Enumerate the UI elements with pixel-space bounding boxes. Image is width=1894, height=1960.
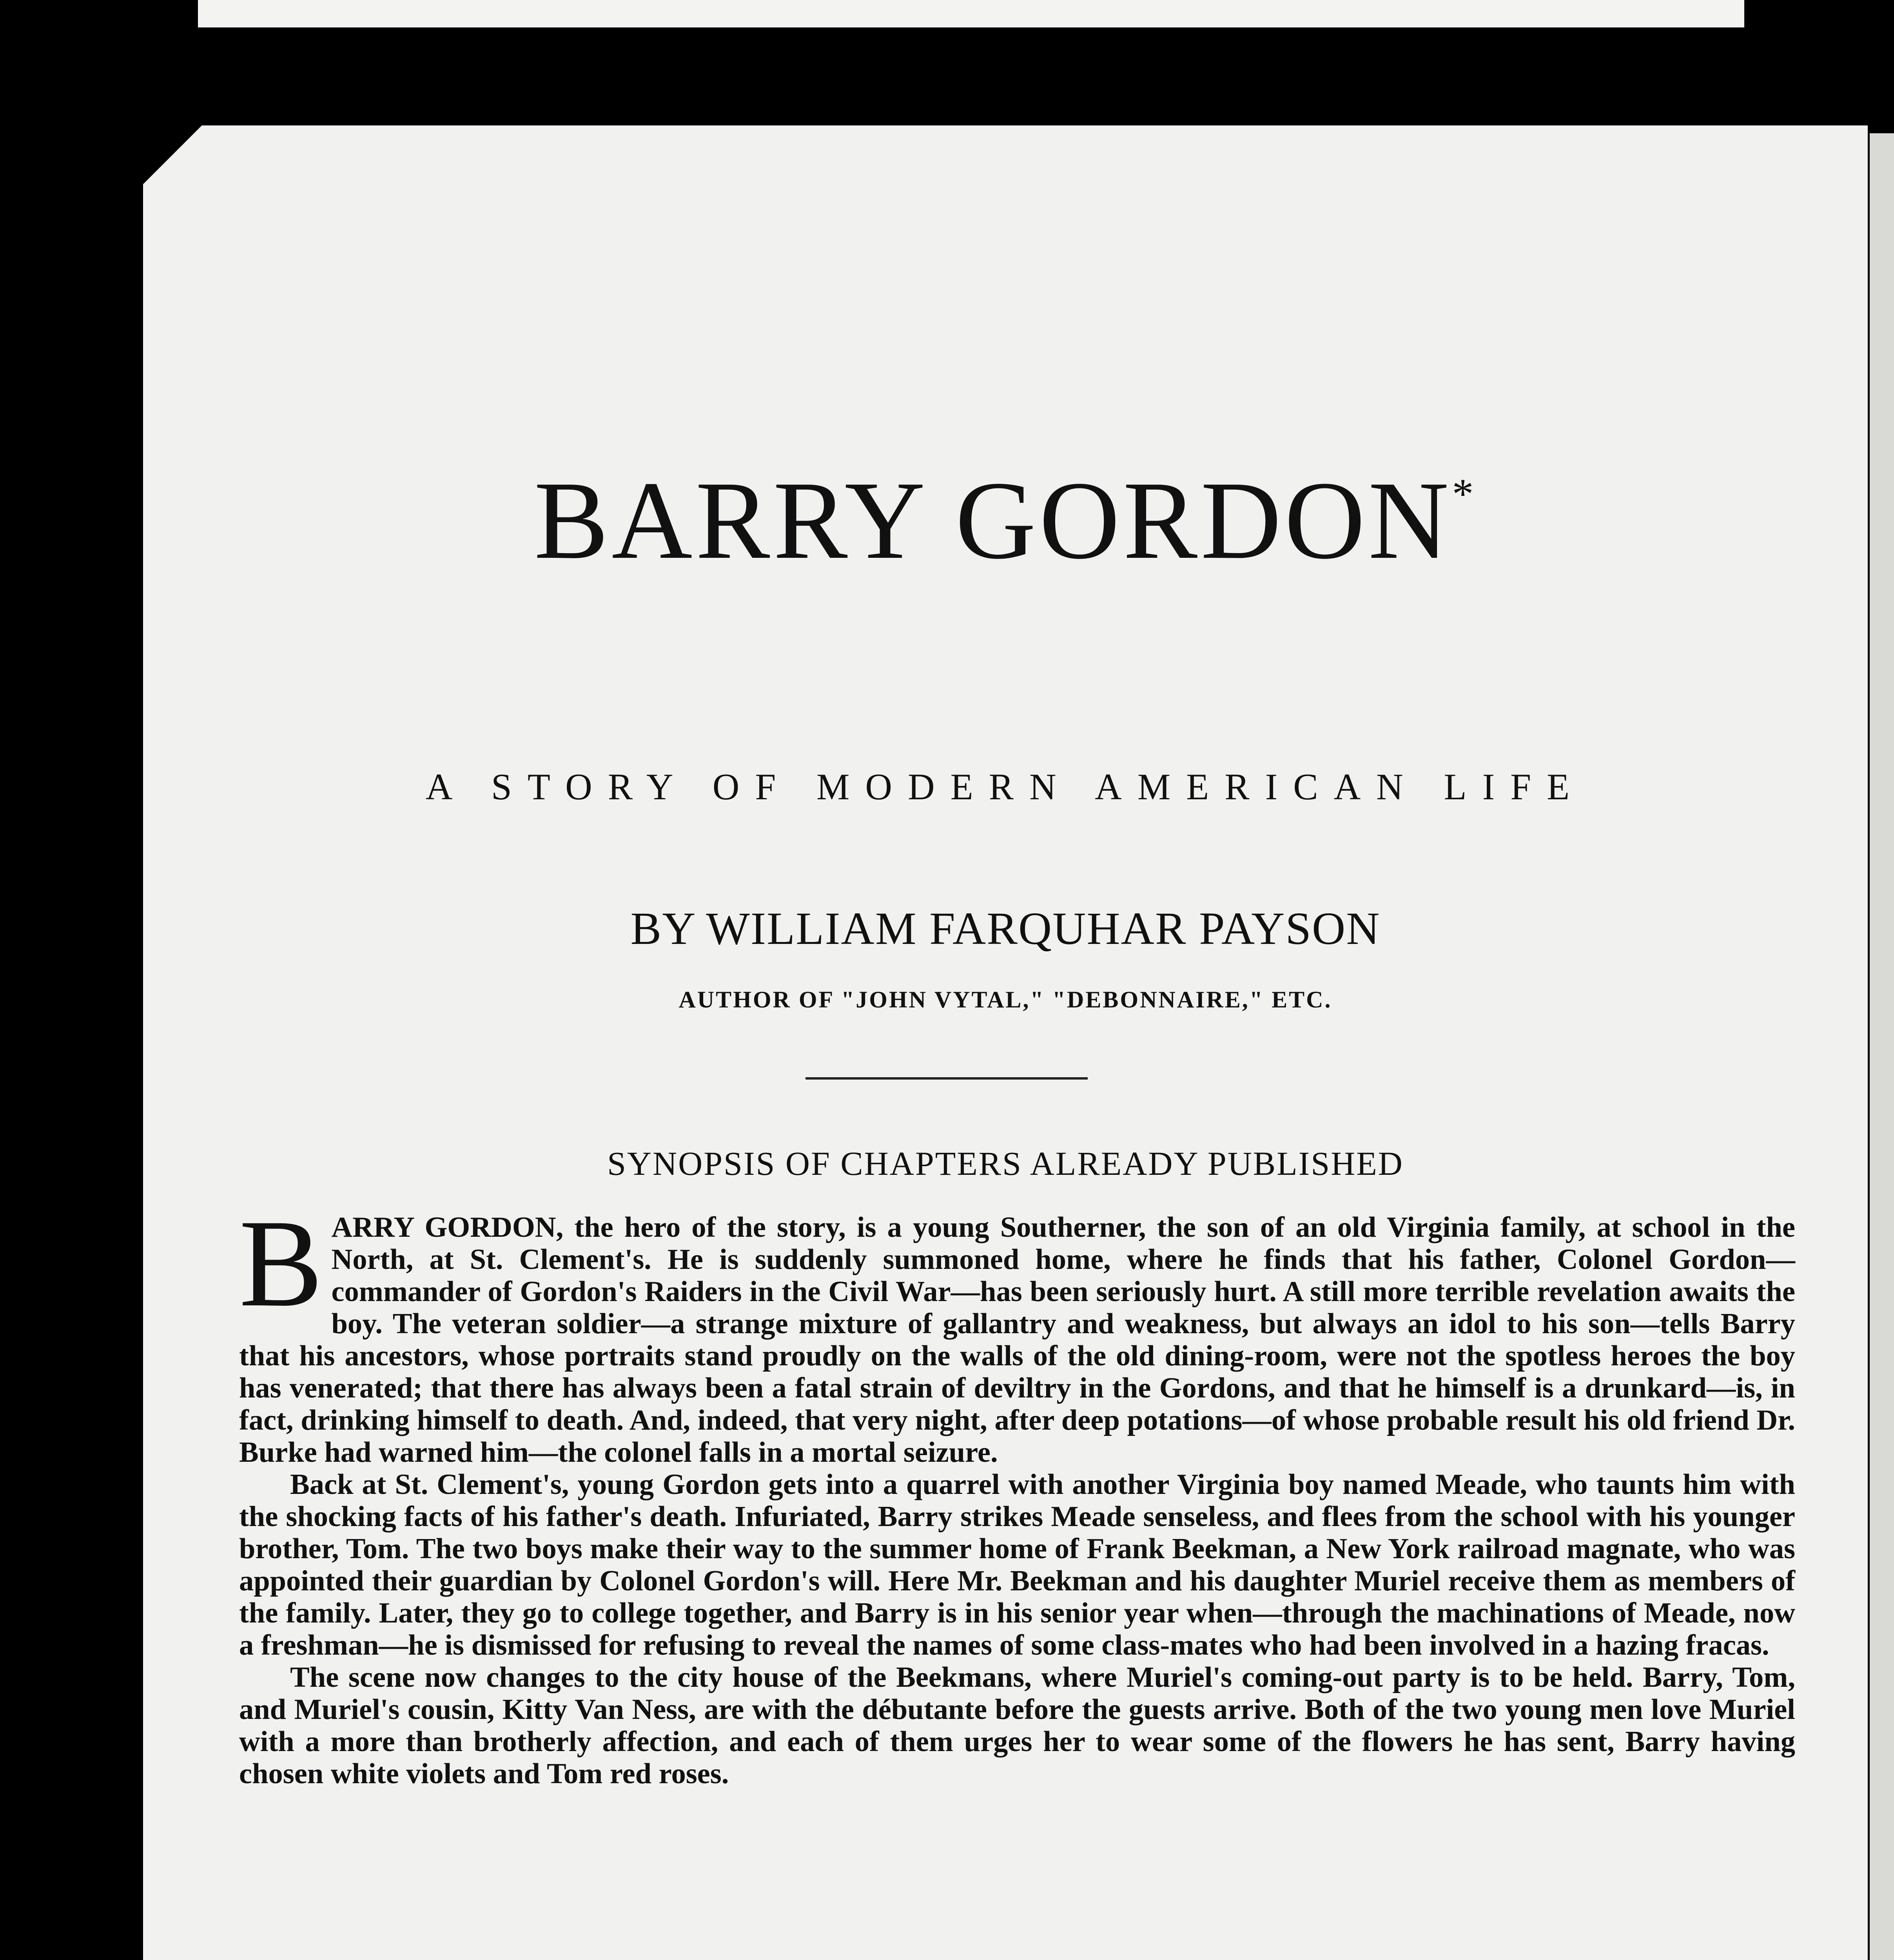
title-footnote-mark: * bbox=[1452, 470, 1477, 518]
magazine-page bbox=[143, 125, 1868, 1960]
subtitle: A STORY OF MODERN AMERICAN LIFE bbox=[425, 766, 1586, 808]
synopsis-paragraph: Back at St. Clement's, young Gordon gets into a quarrel with another Virginia boy named Meade, who taunts him with the shocking facts of his father's death. Infuriated, Barry strikes Meade senseless, and flees from the school with his younger brother, Tom. The two boys make their way to the summer home of Frank Beekman, a New York railroad magnate, who was appointed their guardian by Colonel Gordon's will. Here Mr. Beekman and his daughter Muriel receive them as members of the family. Later, they go to college together, and Barry is in his senior year when—through the machinations of Meade, now a freshman—he is dismissed for refusing to reveal the names of some class-mates who had been involved in a hazing fracas. bbox=[239, 1468, 1795, 1661]
synopsis bbox=[239, 1194, 1795, 1790]
previous-page-edge bbox=[198, 0, 1744, 27]
synopsis-text: ARRY GORDON, the hero of the story, is a young Southerner, the son of an old Virginia family, at school in the North, at St. Clement's. He is suddenly summoned home, where he finds that his father, Colonel Gordon—commander of Gordon's Raiders in the Civil War—has been seriously hurt. A still more terrible revelation awaits the boy. The veteran soldier—a strange mixture of gallantry and weakness, but always an idol to his son—tells Barry that his ancestors, whose portraits stand proudly on the walls of the old dining-room, were not the spotless heroes the boy has venerated; that there has always been a fatal strain of deviltry in the Gordons, and that he himself is a drunkard—is, in fact, drinking himself to death. And, indeed, that very night, after deep potations—of whose probable result his old friend Dr. Burke had warned him—the colonel falls in a mortal seizure. bbox=[239, 1211, 1795, 1468]
torn-corner bbox=[143, 125, 202, 184]
synopsis-paragraph bbox=[239, 1194, 1795, 1468]
drop-cap: B bbox=[239, 1194, 323, 1333]
next-page-edge bbox=[1870, 133, 1894, 1960]
synopsis-heading: SYNOPSIS OF CHAPTERS ALREADY PUBLISHED bbox=[607, 1145, 1404, 1182]
divider-rule bbox=[805, 1077, 1088, 1080]
byline: BY WILLIAM FARQUHAR PAYSON bbox=[630, 903, 1381, 954]
synopsis-paragraph: The scene now changes to the city house of the Beekmans, where Muriel's coming-out party is to be held. Barry, Tom, and Muriel's cousin, Kitty Van Ness, are with the débutante before the guests arrive. Both of the two young men love Muriel with a more than brotherly affection, and each of them urges her to wear some of the flowers he has sent, Barry having chosen white violets and Tom red roses. bbox=[239, 1661, 1795, 1790]
page-title bbox=[143, 458, 1868, 582]
title-text: BARRY GORDON bbox=[534, 458, 1452, 582]
author-note: AUTHOR OF "JOHN VYTAL," "DEBONNAIRE," ETC. bbox=[679, 987, 1332, 1013]
